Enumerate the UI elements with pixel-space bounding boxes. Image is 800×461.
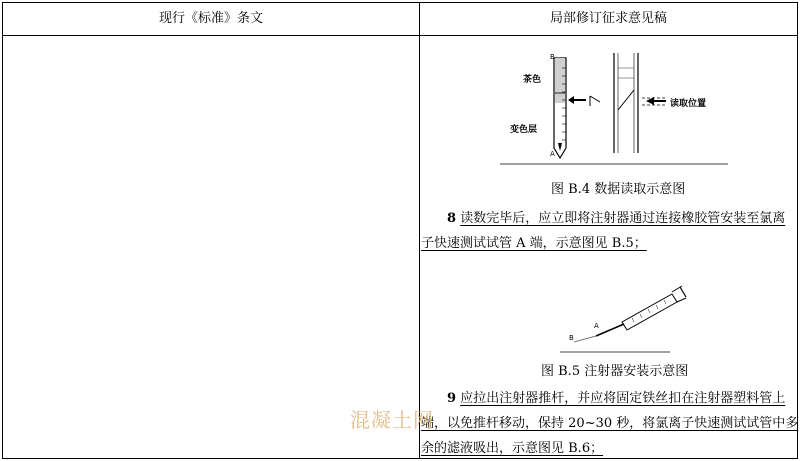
header-current-standard: 现行《标准》条文 <box>158 11 263 26</box>
header-revision-draft: 局部修订征求意见稿 <box>549 11 667 26</box>
figure-b4-caption: 图 B.4 数据读取示意图 <box>551 182 686 197</box>
step9-line1 <box>421 387 787 406</box>
site-watermark: 混凝土网 <box>350 408 434 432</box>
step8-line2: 子快速测试试管 A 端，示意图见 B.5； <box>421 236 647 251</box>
step8-line1 <box>421 207 787 226</box>
figure-b4-label-a: A <box>550 150 555 158</box>
step8-text-line1: 读数完毕后，应立即将注射器通过连接橡胶管安装至氯离 <box>460 211 786 226</box>
step9-text-line1: 应拉出注射器推杆，并应将固定铁丝扣在注射器塑料管上 <box>460 391 786 406</box>
step9-line3: 余的滤液吸出，示意图见 B.6； <box>421 441 604 456</box>
figure-b5-syringe-diagram <box>560 284 690 354</box>
figure-b4-label-brown: 茶色 <box>523 75 542 85</box>
step9-line2: 端，以免推杆移动，保持 20~30 秒，将氯离子快速测试试管中多 <box>421 416 799 431</box>
figure-b4-label-read-position: 读取位置 <box>670 99 707 109</box>
figure-b4-label-b: B <box>550 53 555 61</box>
header-divider <box>3 35 797 36</box>
step9-number: 9 <box>447 391 457 406</box>
figure-b5-label-a: A <box>594 322 599 330</box>
step8-number: 8 <box>447 211 457 226</box>
figure-b5-caption: 图 B.5 注射器安装示意图 <box>541 364 689 379</box>
figure-b5-label-b: B <box>569 334 574 342</box>
figure-b4-label-layer: 变色层 <box>510 125 538 135</box>
column-divider <box>419 3 420 458</box>
